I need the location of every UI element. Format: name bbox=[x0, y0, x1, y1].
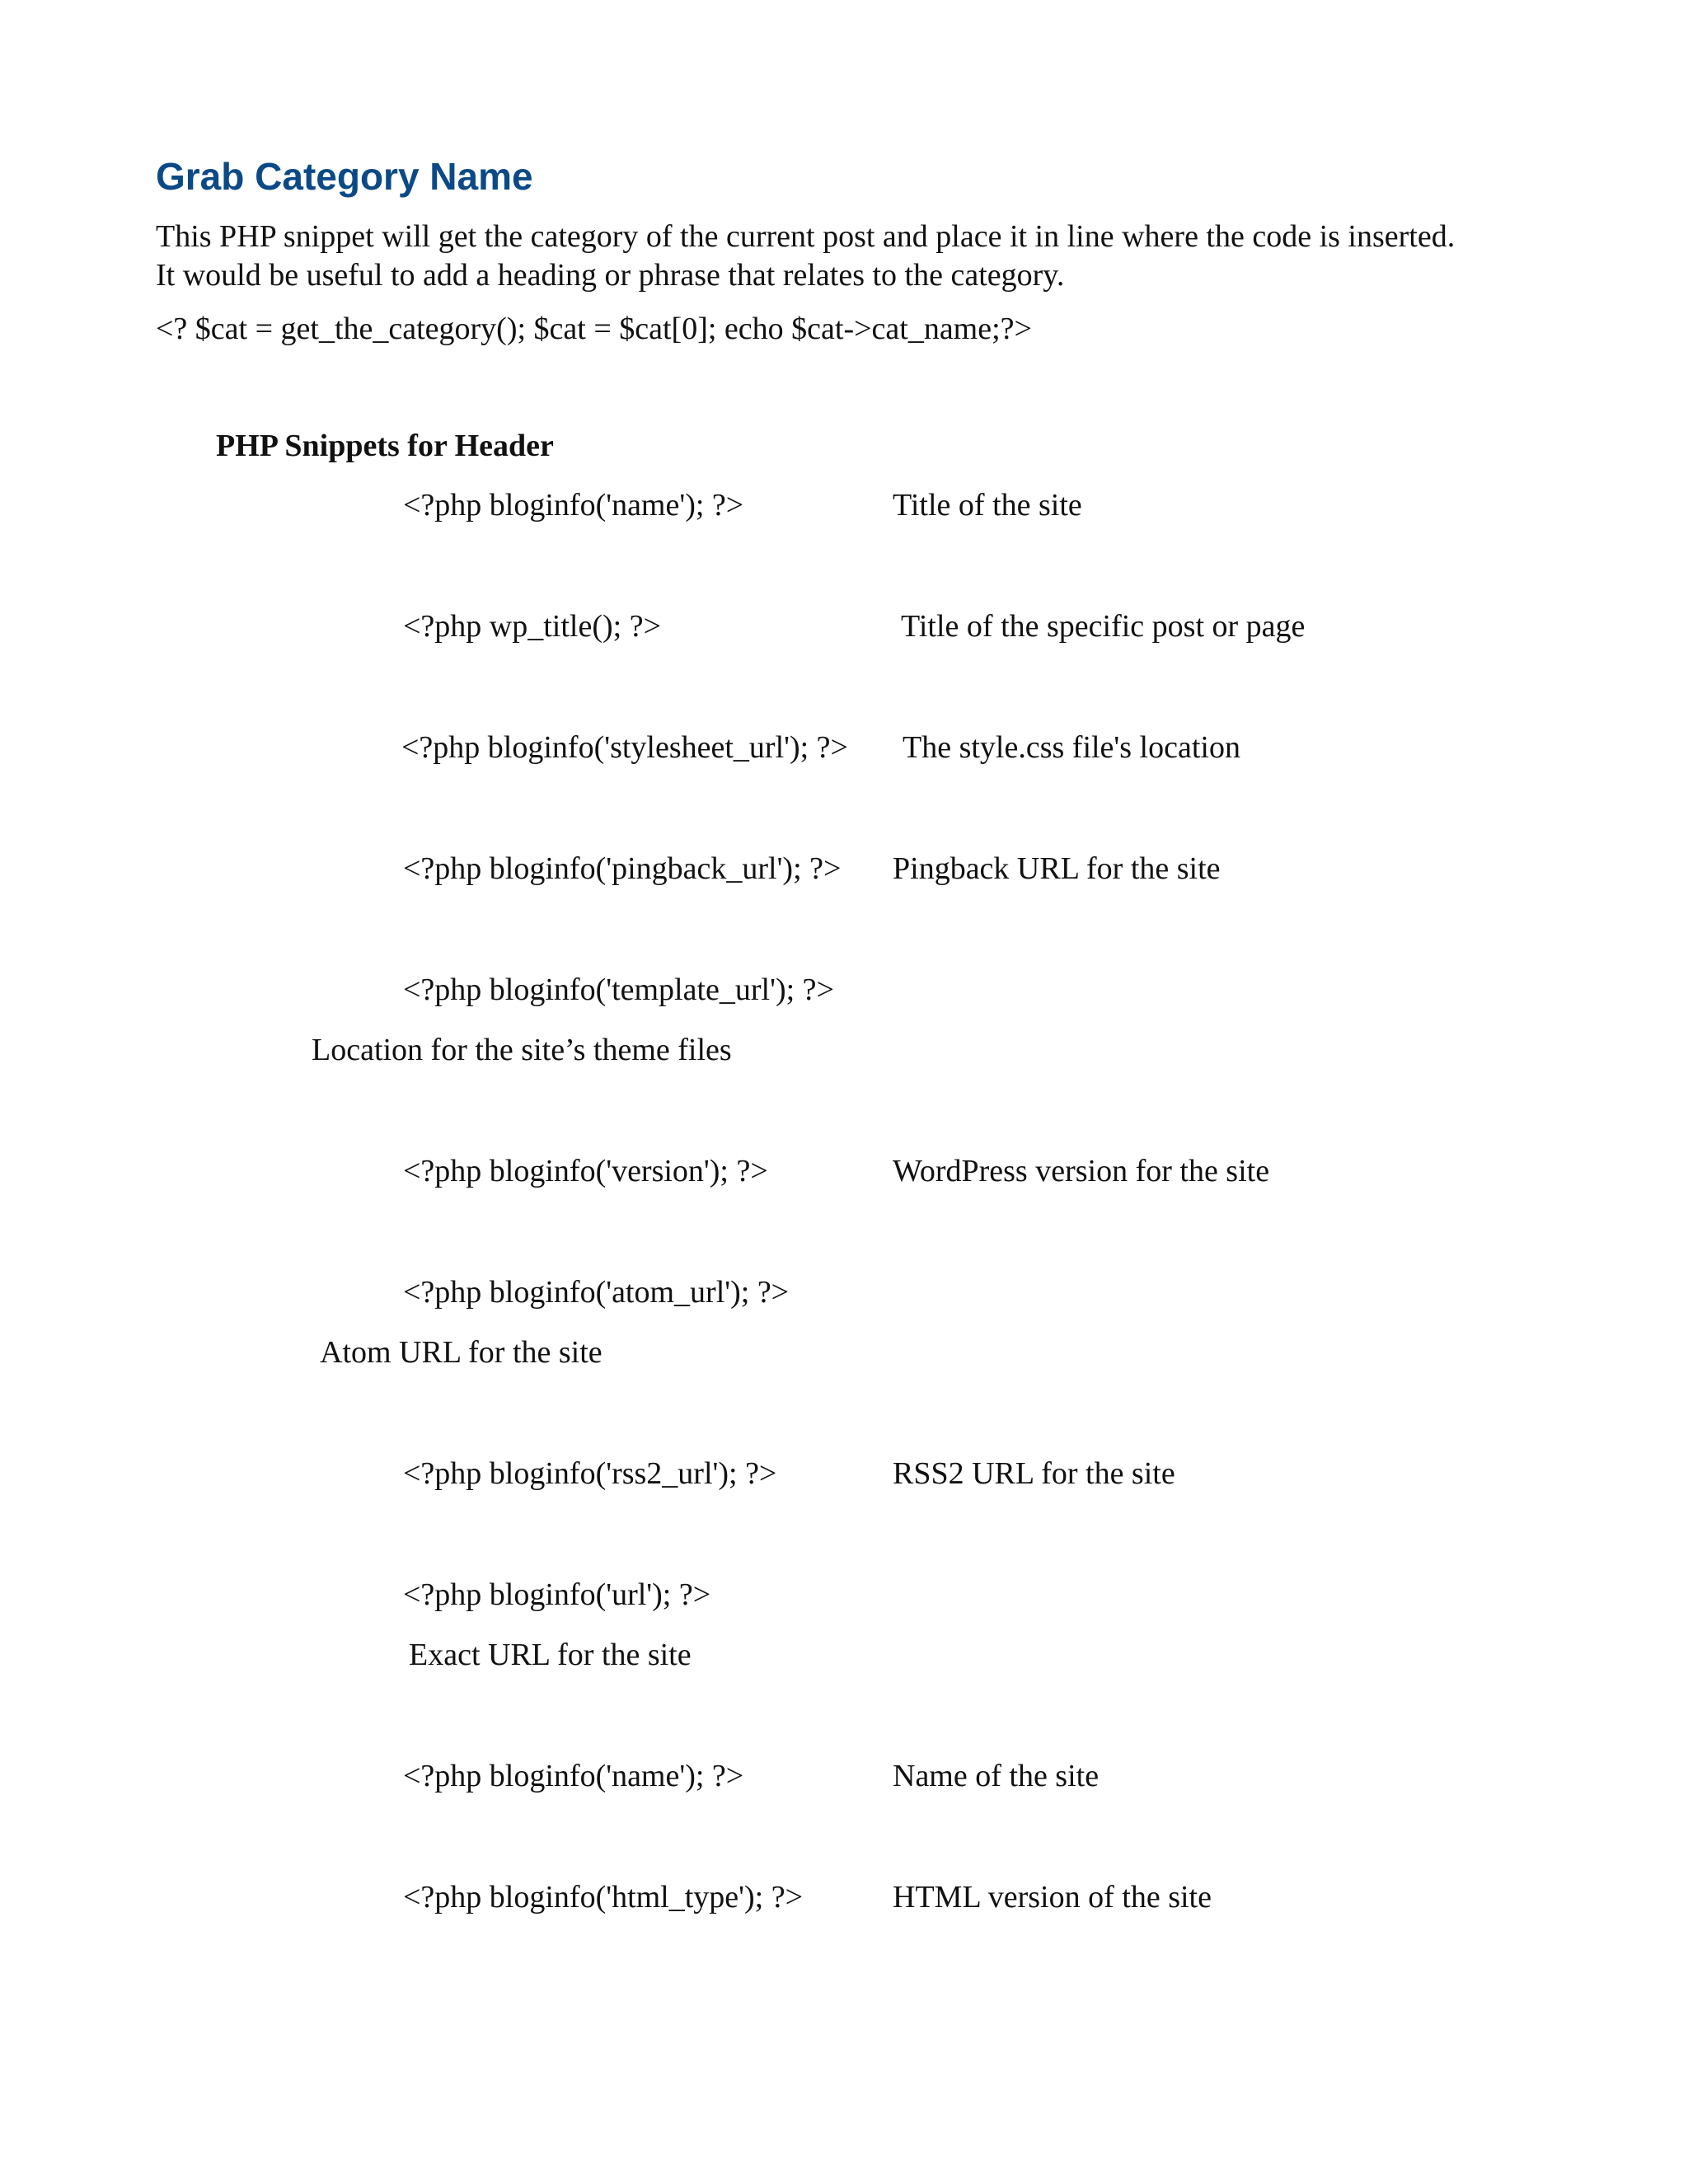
snippet-code: <?php bloginfo('url'); ?> bbox=[403, 1577, 711, 1612]
snippet-description: Name of the site bbox=[893, 1759, 1100, 1793]
snippet-code: <?php bloginfo('atom_url'); ?> bbox=[403, 1275, 790, 1310]
intro-line-1: This PHP snippet will get the category of the current post and place it in line where the code is inserted. bbox=[156, 219, 1456, 254]
snippet-description: WordPress version for the site bbox=[893, 1154, 1270, 1188]
snippet-description: Title of the site bbox=[893, 488, 1082, 523]
snippet-description: Atom URL for the site bbox=[320, 1335, 603, 1370]
snippet-code: <?php bloginfo('stylesheet_url'); ?> bbox=[401, 730, 848, 765]
snippet-description: Exact URL for the site bbox=[409, 1638, 692, 1672]
section-heading: PHP Snippets for Header bbox=[216, 429, 554, 463]
snippet-code: <?php bloginfo('html_type'); ?> bbox=[403, 1880, 804, 1915]
intro-line-2: It would be useful to add a heading or phrase that relates to the category. bbox=[156, 258, 1065, 293]
snippet-code: <?php bloginfo('template_url'); ?> bbox=[403, 972, 834, 1007]
intro-paragraph bbox=[156, 218, 1606, 295]
snippet-description: Title of the specific post or page bbox=[901, 609, 1306, 644]
snippet-code: <?php bloginfo('name'); ?> bbox=[403, 1759, 744, 1793]
snippet-description: HTML version of the site bbox=[893, 1880, 1212, 1915]
snippet-description: The style.css file's location bbox=[903, 730, 1240, 765]
snippet-code: <?php wp_title(); ?> bbox=[403, 609, 661, 644]
snippet-code: <?php bloginfo('rss2_url'); ?> bbox=[403, 1456, 777, 1491]
page-title: Grab Category Name bbox=[156, 155, 533, 198]
snippet-code: <?php bloginfo('version'); ?> bbox=[403, 1154, 768, 1188]
snippet-description: Pingback URL for the site bbox=[893, 851, 1221, 886]
snippet-code: <?php bloginfo('name'); ?> bbox=[403, 488, 744, 523]
snippet-description: Location for the site’s theme files bbox=[312, 1033, 732, 1067]
snippet-code: <?php bloginfo('pingback_url'); ?> bbox=[403, 851, 842, 886]
category-code-snippet: <? $cat = get_the_category(); $cat = $cat[0]; echo $cat->cat_name;?> bbox=[156, 312, 1032, 346]
snippet-description: RSS2 URL for the site bbox=[893, 1456, 1175, 1491]
